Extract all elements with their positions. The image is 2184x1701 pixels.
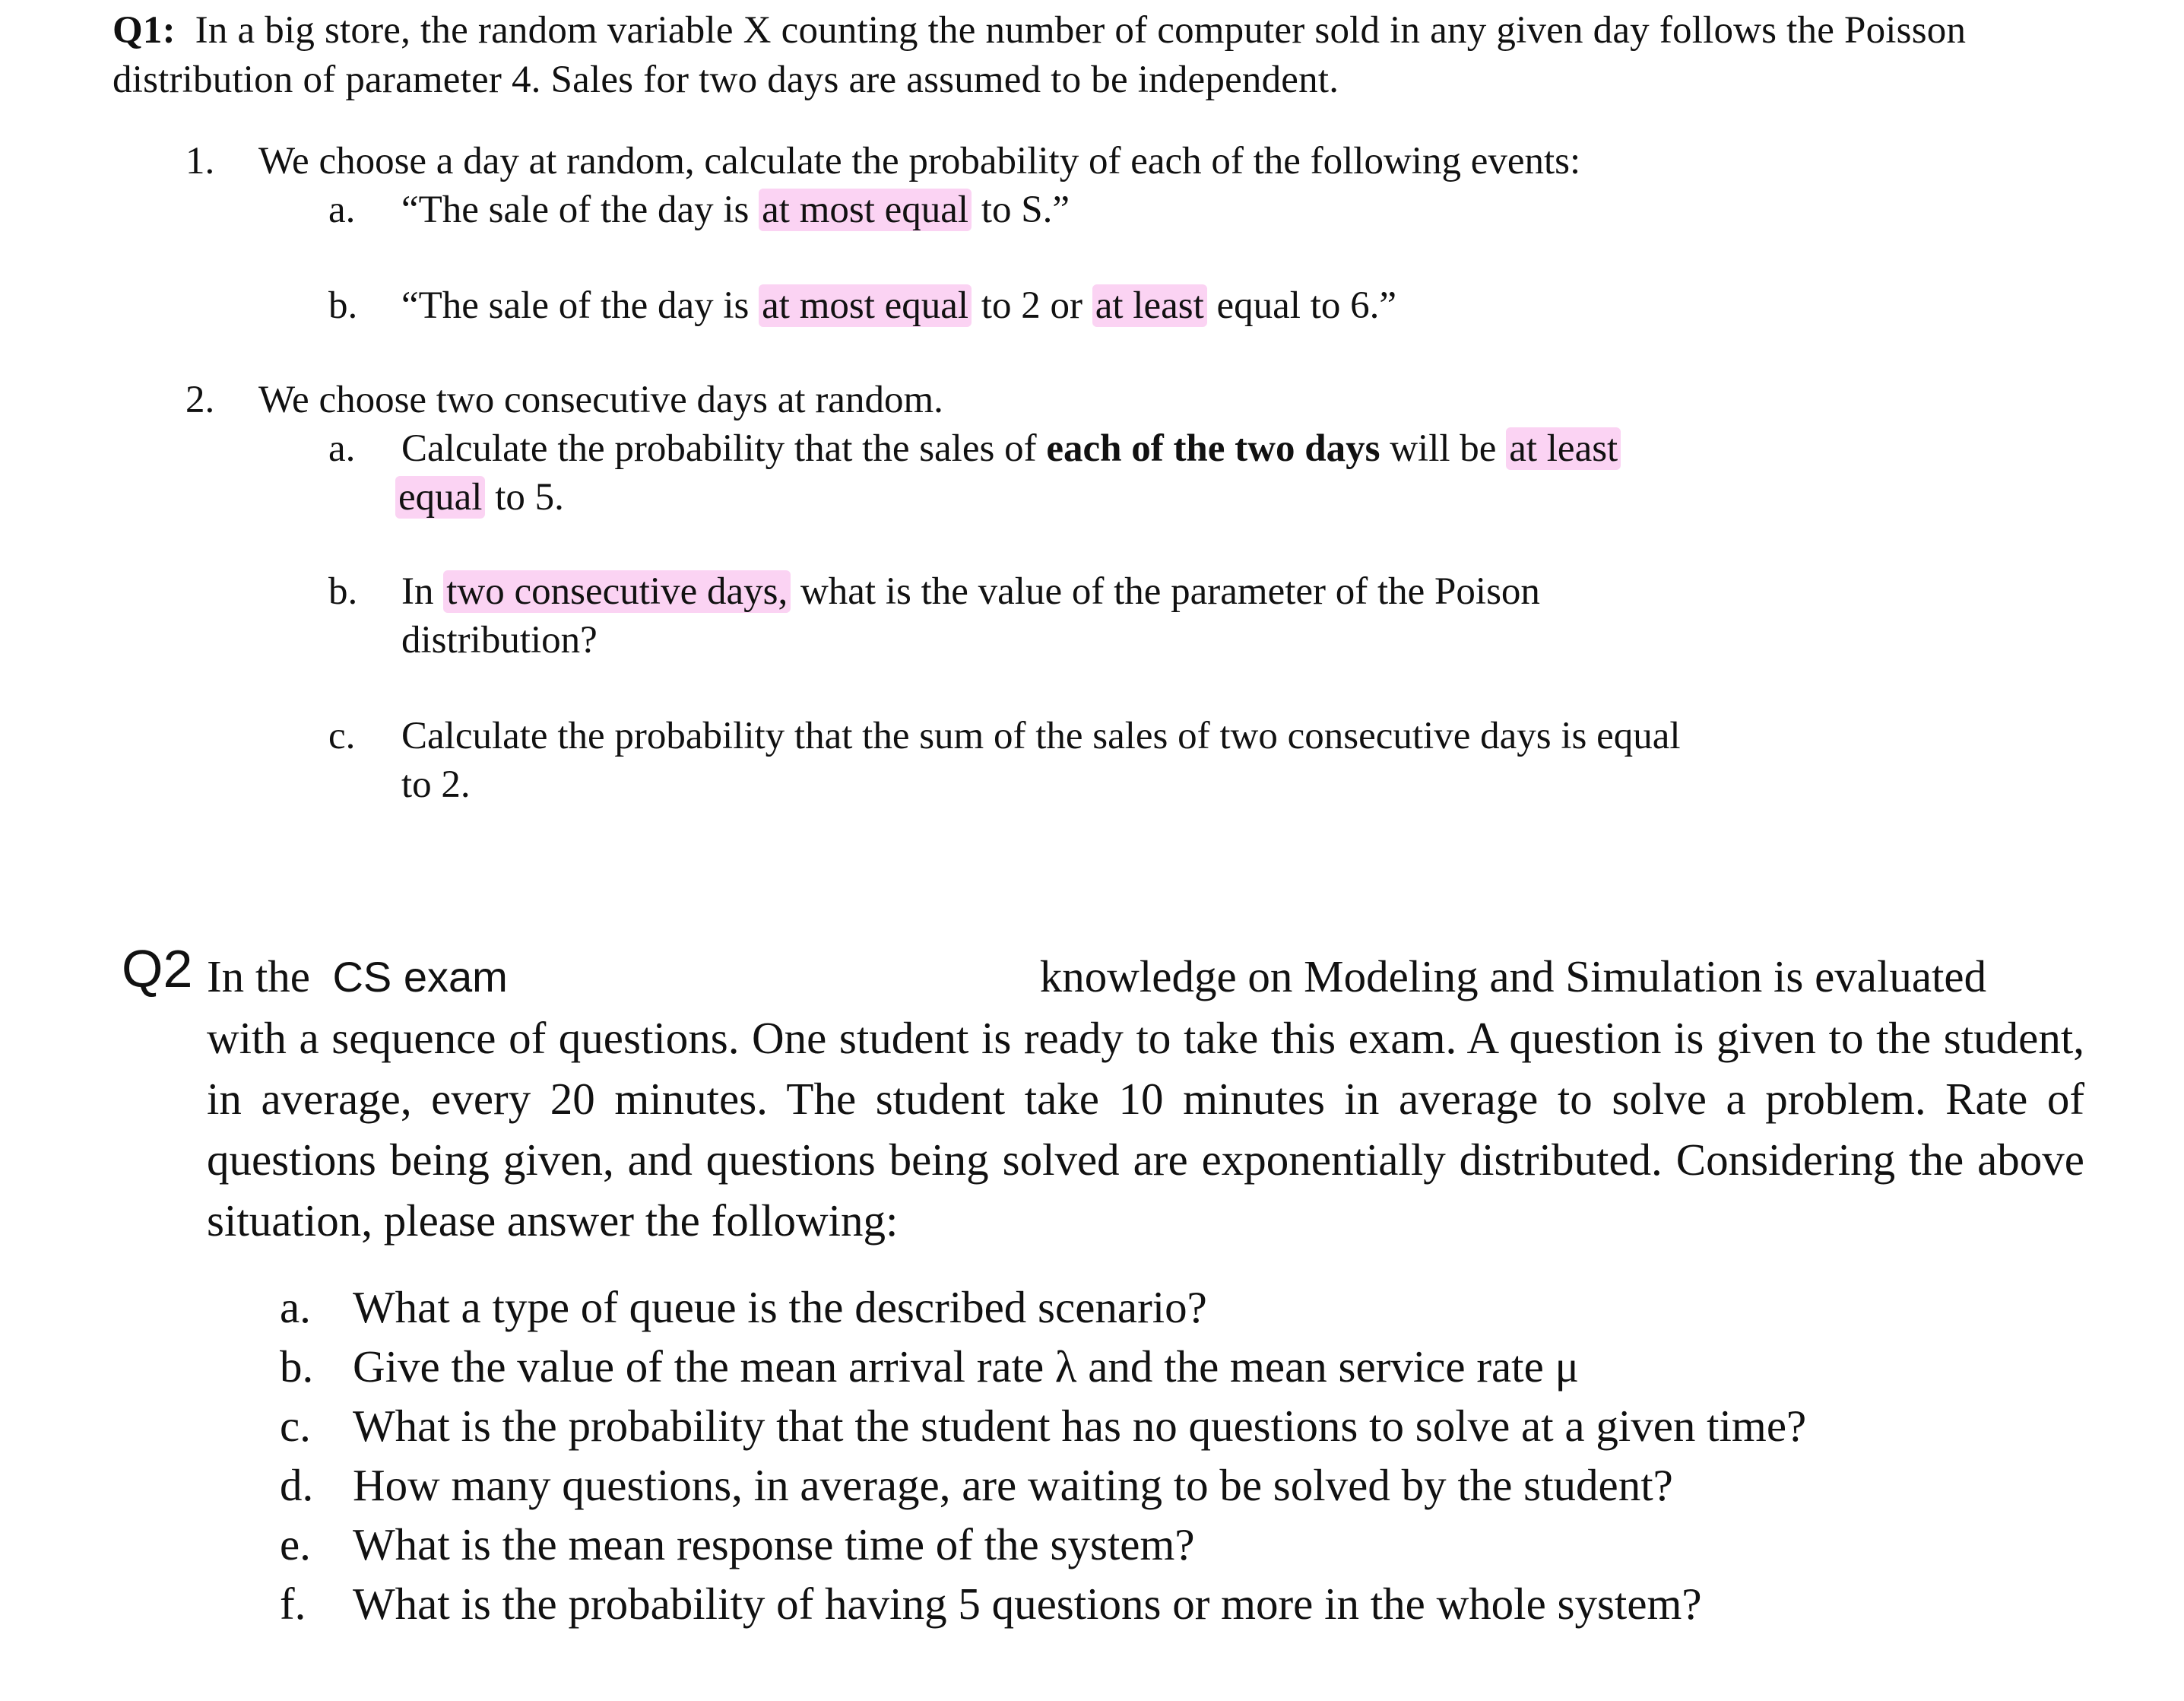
- highlight: at most equal: [759, 189, 972, 231]
- q1-item-2b-marker: b.: [328, 570, 358, 613]
- q1-item-2c-text-line2: to 2.: [401, 763, 471, 806]
- q2-item-c: c. What is the probability that the student has no questions to solve at a given time?: [280, 1401, 1807, 1451]
- highlight: equal: [395, 476, 485, 519]
- q2-exam-name: CS exam: [332, 953, 508, 1001]
- q1-item-2-number: 2.: [185, 379, 215, 421]
- highlight: at least: [1092, 284, 1207, 327]
- q1-intro-text: In a big store, the random variable X counting the number of computer sold in any given day follows the Poisson distribution of parameter 4. Sales for two days are assumed to be independent.: [113, 9, 1967, 101]
- q1-intro: [113, 6, 2005, 105]
- q2-item-e: e. What is the mean response time of the system?: [280, 1519, 1195, 1569]
- q1-item-1-number: 1.: [185, 140, 215, 182]
- q2-item-f: f. What is the probability of having 5 questions or more in the whole system?: [280, 1579, 1702, 1629]
- highlight: two consecutive days,: [443, 570, 791, 613]
- q1-item-1a-marker: a.: [328, 189, 356, 231]
- highlight: at most equal: [759, 284, 972, 327]
- q2-intro: [207, 946, 2084, 1251]
- q1-item-2-text: We choose two consecutive days at random.: [258, 379, 943, 421]
- q2-item-d: d. How many questions, in average, are waiting to be solved by the student?: [280, 1460, 1673, 1510]
- q2-first-line: In the CS exam knowledge on Modeling and Simulation is evaluated: [207, 951, 1987, 1001]
- q1-item-1a-text: “The sale of the day is at most equal to S.”: [401, 189, 1070, 231]
- q1-item-1b-text: “The sale of the day is at most equal to 2 or at least equal to 6.”: [401, 284, 1397, 327]
- q1-item-2b-text: In two consecutive days, what is the value of the parameter of the Poison: [401, 570, 1540, 613]
- q2-item-b: b. Give the value of the mean arrival rate λ and the mean service rate μ: [280, 1341, 1580, 1392]
- q1-item-2a-marker: a.: [328, 427, 356, 470]
- q1-item-1-text: We choose a day at random, calculate the probability of each of the following events:: [258, 140, 1581, 182]
- q1-item-2a-text-line2: equal to 5.: [395, 473, 564, 522]
- q1-item-2b-text-line2: distribution?: [401, 619, 598, 662]
- q2-label: Q2: [122, 939, 193, 998]
- q1-item-2c-marker: c.: [328, 715, 356, 757]
- q1-label: Q1:: [113, 9, 176, 52]
- highlight: at least: [1506, 427, 1621, 470]
- q2-body: with a sequence of questions. One student is ready to take this exam. A question is given to the student, in average, every 20 minutes. The student take 10 minutes in average to solve a problem. Rate of questions being given, and questions being solved are exponentially distributed. Considering the above situation, please answer the following:: [207, 1013, 2084, 1246]
- q1-item-1b-marker: b.: [328, 284, 358, 327]
- q2-item-a: a. What a type of queue is the described scenario?: [280, 1282, 1207, 1332]
- q1-item-2a-text: Calculate the probability that the sales of each of the two days will be at least: [401, 424, 1621, 474]
- q1-item-2c-text: Calculate the probability that the sum of the sales of two consecutive days is equal: [401, 715, 1681, 757]
